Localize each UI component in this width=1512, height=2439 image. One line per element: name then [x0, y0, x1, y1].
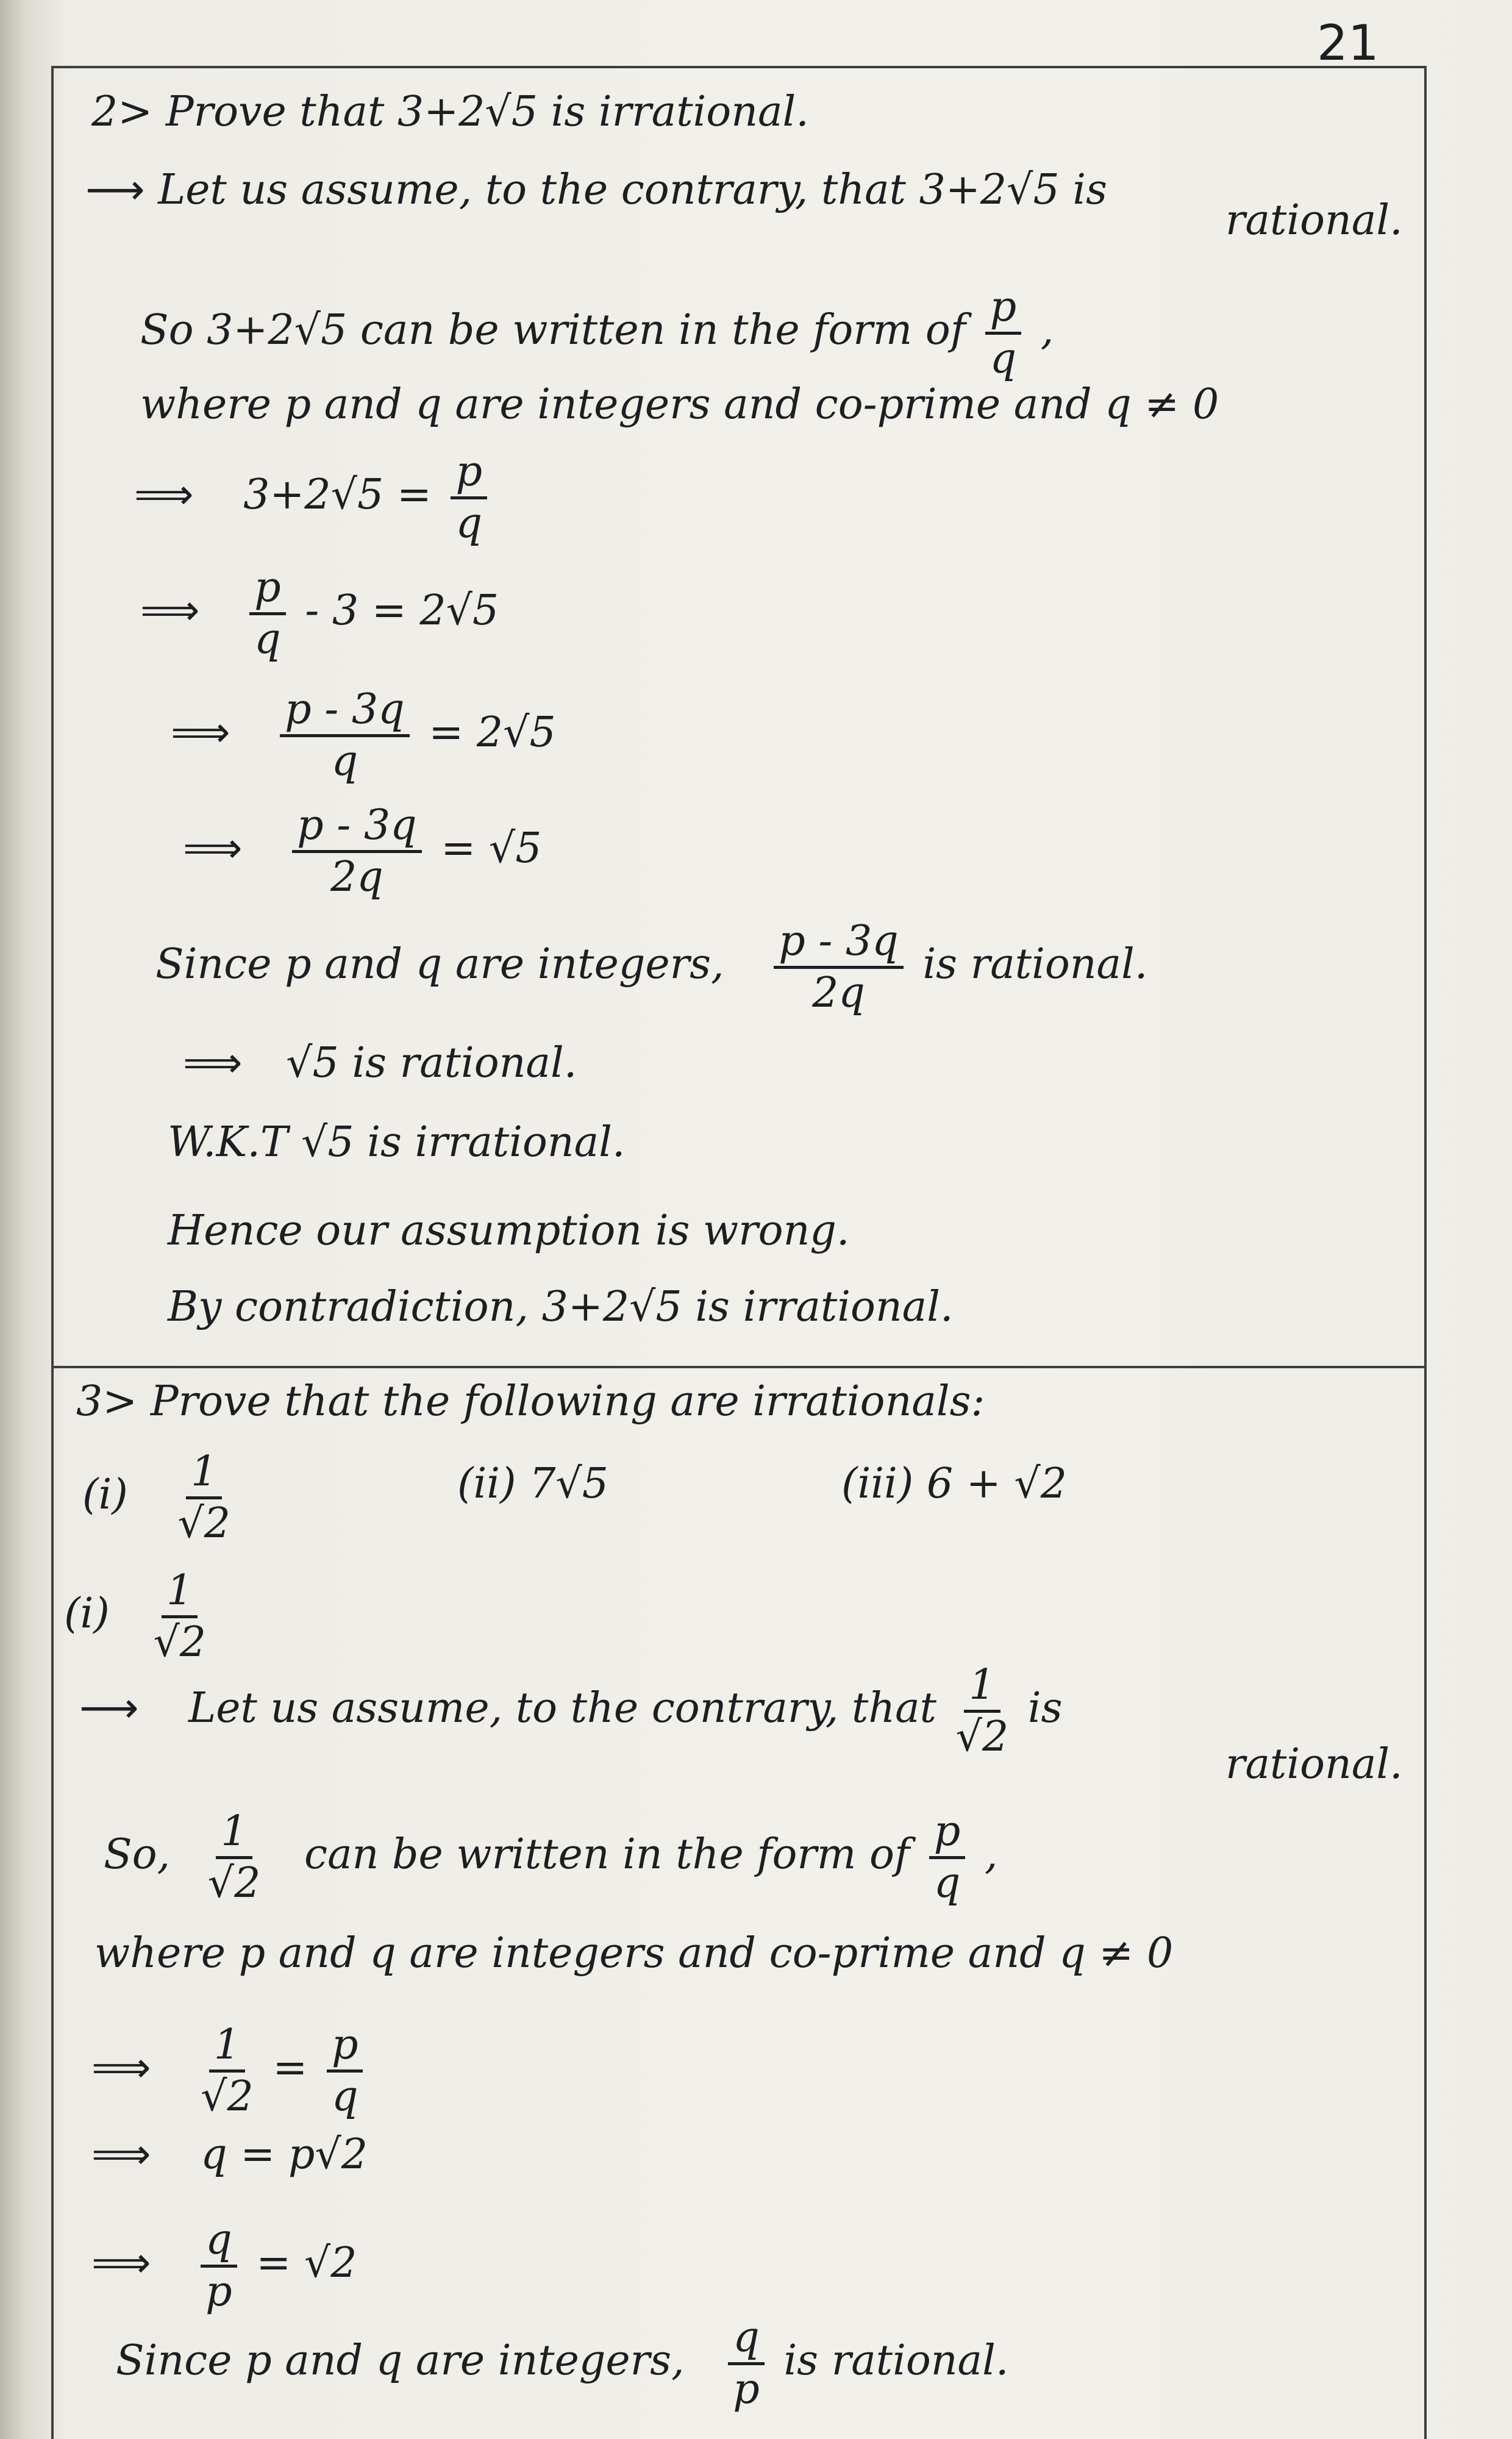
frac-num: q — [201, 2219, 237, 2268]
frac-den: 2q — [812, 969, 865, 1017]
since-text: Since p and q are integers, — [155, 940, 724, 988]
frac-num: p — [451, 451, 487, 499]
implies-icon: ⟹ — [140, 587, 200, 635]
q3-part-ii: (ii) 7√5 — [457, 1460, 609, 1508]
frac-num: 1 — [186, 1451, 222, 1499]
frac-num: p — [327, 2024, 363, 2073]
frac-num: 1 — [964, 1665, 1000, 1713]
q3-assume-line — [79, 1661, 1063, 1761]
margin-line-right — [1424, 66, 1427, 2439]
frac-den: √2 — [201, 2073, 254, 2121]
since-tail: is rational. — [783, 2337, 1009, 2385]
eq-right: = 2√5 — [429, 709, 556, 757]
punct: , — [984, 1830, 998, 1879]
frac-num: p — [985, 287, 1022, 335]
section-divider — [51, 1366, 1427, 1368]
q2-assume-line — [85, 166, 1107, 214]
q2-since-line — [155, 917, 1148, 1017]
fraction — [249, 563, 286, 663]
q2-step-2 — [140, 563, 499, 663]
q3-part-iii: (iii) 6 + √2 — [841, 1460, 1067, 1508]
q3-step-1 — [91, 2021, 369, 2121]
implies-icon: ⟹ — [183, 1039, 243, 1087]
frac-num: 1 — [209, 2024, 245, 2073]
fraction — [955, 1661, 1009, 1761]
eq-sign: = — [273, 2044, 308, 2092]
q2-step-1 — [134, 448, 493, 548]
eq-right: - 3 = 2√5 — [305, 587, 499, 635]
fraction — [201, 2216, 237, 2316]
implies-text: √5 is rational. — [286, 1039, 577, 1087]
fraction — [985, 283, 1022, 383]
q2-conclusion-line: By contradiction, 3+2√5 is irrational. — [168, 1283, 954, 1331]
form-text: can be written in the form of — [304, 1830, 910, 1879]
frac-num: p - 3q — [774, 921, 904, 969]
fraction — [153, 1566, 207, 1666]
fraction — [201, 2021, 254, 2121]
q2-form-text: So 3+2√5 can be written in the form of — [140, 306, 966, 354]
frac-den: p — [205, 2268, 232, 2316]
implies-icon: ⟹ — [183, 824, 243, 873]
frac-den: √2 — [177, 1499, 231, 1548]
q3-part-i — [82, 1448, 237, 1548]
frac-den: p — [733, 2365, 760, 2413]
implies-icon: ⟹ — [171, 709, 230, 757]
frac-num: 1 — [216, 1811, 252, 1859]
implies-icon: ⟹ — [91, 2044, 151, 2092]
punct: , — [1040, 306, 1054, 354]
frac-num: p - 3q — [280, 689, 410, 737]
frac-den: q — [331, 737, 358, 785]
q3-assume-tail: rational. — [1225, 1740, 1403, 1788]
fraction — [280, 685, 410, 785]
frac-num: p — [929, 1811, 966, 1859]
fraction — [728, 2313, 765, 2413]
frac-den: q — [933, 1859, 961, 1907]
frac-num: q — [728, 2317, 765, 2365]
eq-left: 3+2√5 = — [243, 471, 432, 519]
implies-icon: ⟹ — [91, 2130, 151, 2179]
part-label: (i) — [64, 1590, 110, 1638]
margin-line-left — [51, 66, 54, 2439]
assume-text: Let us assume, to the contrary, that — [188, 1684, 936, 1732]
q3-where-line: where p and q are integers and co-prime and q ≠ 0 — [94, 1929, 1174, 1977]
implies-icon: ⟹ — [91, 2239, 151, 2287]
fraction — [929, 1807, 966, 1907]
fraction — [774, 917, 904, 1017]
lead-arrow-icon: ⟶ — [79, 1684, 139, 1732]
fraction — [327, 2021, 363, 2121]
eq-text: q = p√2 — [201, 2130, 368, 2179]
top-rule — [51, 66, 1427, 68]
page-number: 21 — [1317, 15, 1379, 71]
q2-form-line — [140, 283, 1054, 383]
assume-tail: is — [1027, 1684, 1063, 1732]
fraction — [207, 1807, 261, 1907]
frac-den: 2q — [330, 853, 383, 901]
fraction — [177, 1448, 231, 1548]
q2-wkt-line: W.K.T √5 is irrational. — [168, 1118, 626, 1166]
q3-step-3 — [91, 2216, 357, 2316]
frac-num: p - 3q — [292, 805, 422, 853]
q2-assume-tail: rational. — [1225, 196, 1403, 245]
frac-num: p — [249, 567, 286, 615]
part-label: (i) — [82, 1471, 128, 1519]
frac-den: √2 — [153, 1618, 207, 1666]
since-tail: is rational. — [922, 940, 1148, 988]
eq-right: = √5 — [441, 824, 542, 873]
q2-implies-line — [183, 1039, 577, 1087]
eq-right: = √2 — [256, 2239, 357, 2287]
frac-den: q — [455, 499, 482, 548]
frac-den: q — [331, 2073, 358, 2121]
q3-since-line — [116, 2313, 1009, 2413]
lead-arrow-icon: ⟶ — [85, 166, 145, 214]
frac-den: q — [990, 335, 1017, 383]
so-text: So, — [104, 1830, 171, 1879]
fraction — [292, 801, 422, 901]
q2-assume-text: Let us assume, to the contrary, that 3+2√5 is — [158, 166, 1107, 214]
q3-step-2 — [91, 2130, 368, 2179]
q2-hence-line: Hence our assumption is wrong. — [168, 1207, 850, 1255]
frac-den: q — [254, 615, 281, 663]
q3-form-line — [104, 1807, 998, 1907]
q3-title: 3> Prove that the following are irrationals: — [76, 1377, 985, 1426]
q2-where-line: where p and q are integers and co-prime and q ≠ 0 — [140, 380, 1219, 429]
frac-num: 1 — [162, 1570, 198, 1618]
frac-den: √2 — [207, 1859, 261, 1907]
fraction — [451, 448, 487, 548]
since-text: Since p and q are integers, — [116, 2337, 685, 2385]
implies-icon: ⟹ — [134, 471, 194, 519]
q2-step-4 — [183, 801, 542, 901]
q3-sub-heading — [64, 1566, 212, 1666]
q2-step-3 — [171, 685, 556, 785]
q2-title: 2> Prove that 3+2√5 is irrational. — [91, 88, 809, 136]
frac-den: √2 — [955, 1713, 1009, 1761]
